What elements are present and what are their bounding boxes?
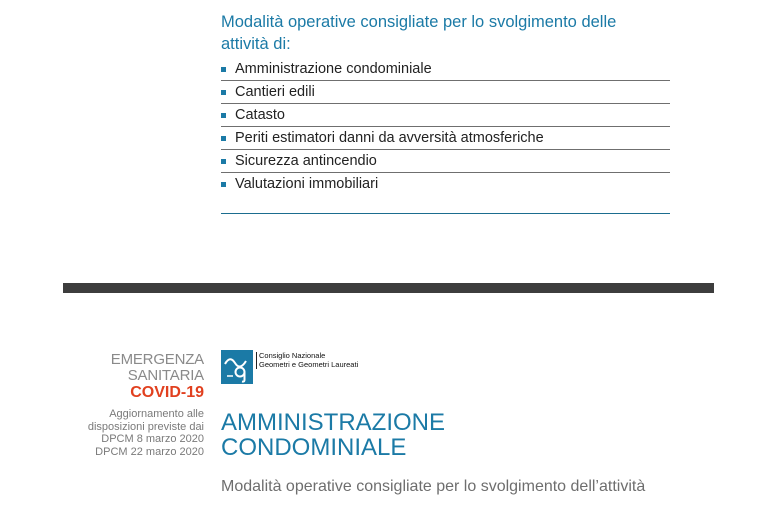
page-divider [63, 283, 714, 293]
activity-item [221, 127, 670, 150]
logo-line-1: Consiglio Nazionale [259, 351, 326, 360]
cover-title-line-2: CONDOMINIALE [221, 434, 407, 461]
cover-title [221, 410, 721, 460]
cover-subtitle: Modalità operative consigliate per lo svolgimento dell’attività [221, 478, 646, 495]
list-end-rule [221, 213, 670, 214]
intro-line-1: Modalità operative consigliate per lo svolgimento delle [221, 13, 617, 31]
square-bullet-icon [221, 136, 226, 141]
logo-line-2: Geometri e Geometri Laureati [259, 359, 359, 369]
intro-heading [221, 11, 661, 55]
activity-item [221, 104, 670, 127]
update-line: DPCM 22 marzo 2020 [95, 445, 204, 458]
activity-item [221, 150, 670, 173]
update-line: disposizioni previste dai [87, 420, 204, 433]
emergency-block [60, 352, 204, 458]
logo-text [256, 352, 396, 369]
square-bullet-icon [221, 113, 226, 118]
activity-label: Amministrazione condominiale [235, 61, 432, 77]
intro-line-2: attività di: [221, 35, 291, 53]
square-bullet-icon [221, 67, 226, 72]
activity-list [221, 58, 670, 196]
update-line: DPCM 8 marzo 2020 [101, 433, 204, 445]
activity-item [221, 173, 670, 196]
activity-label: Sicurezza antincendio [235, 153, 377, 169]
sanitaria-label: SANITARIA [127, 367, 204, 384]
activity-label: Valutazioni immobiliari [235, 176, 379, 192]
activity-label: Cantieri edili [235, 84, 315, 100]
square-bullet-icon [221, 182, 226, 187]
cngegl-logo-icon [221, 350, 253, 384]
activity-label: Catasto [235, 107, 285, 123]
activity-item [221, 58, 670, 81]
activity-item [221, 81, 670, 104]
emergency-label: EMERGENZA [110, 351, 204, 368]
covid-label: COVID-19 [130, 384, 204, 401]
square-bullet-icon [221, 159, 226, 164]
update-line: Aggiornamento alle [109, 408, 204, 420]
cover-title-line-1: AMMINISTRAZIONE [221, 409, 446, 436]
activity-label: Periti estimatori danni da avversità atmosferiche [235, 130, 544, 146]
update-note [60, 408, 204, 458]
square-bullet-icon [221, 90, 226, 95]
